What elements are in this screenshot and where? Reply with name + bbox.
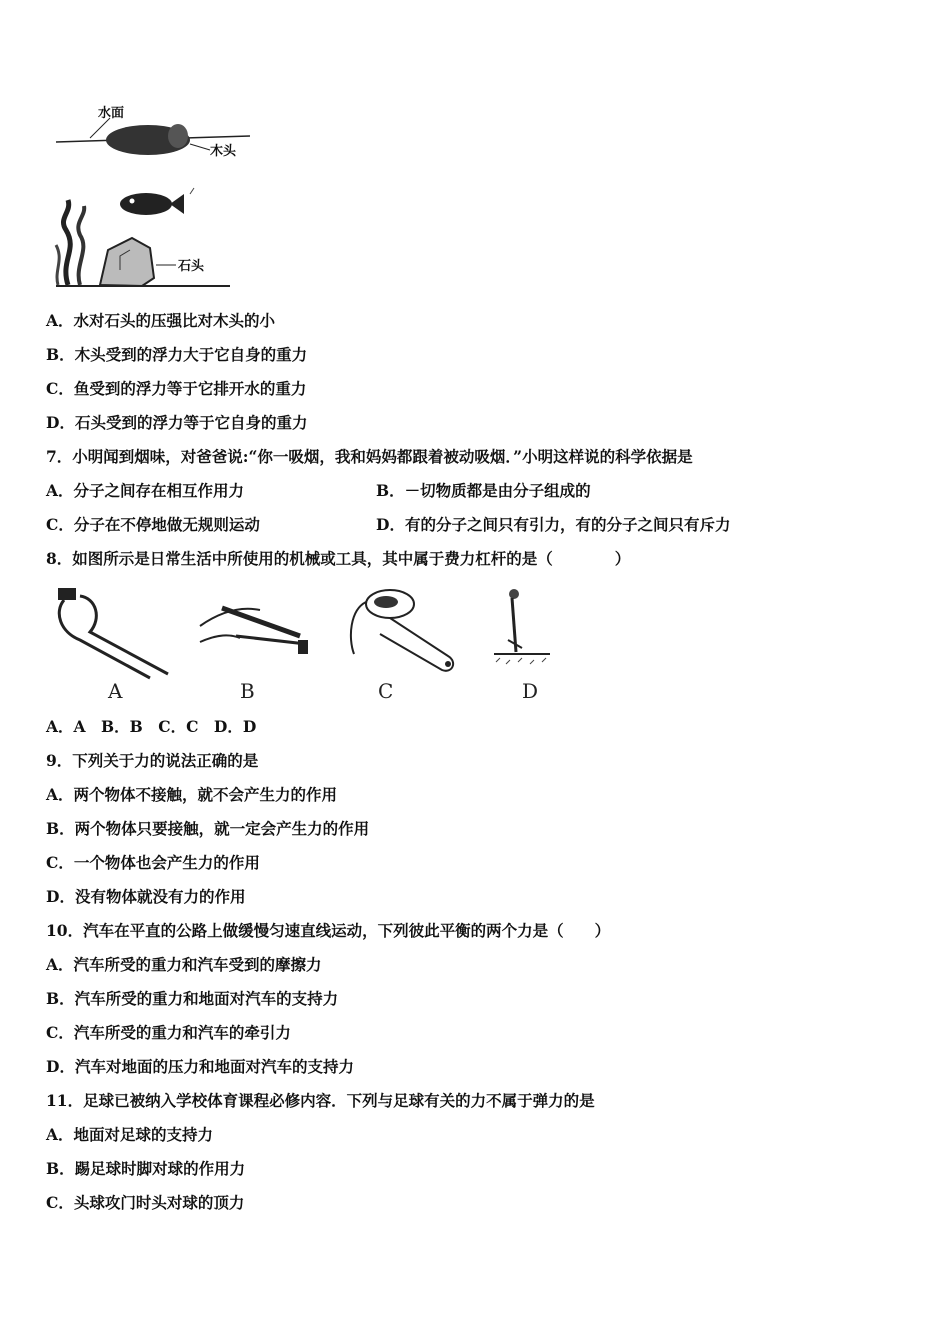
stone-label: 石头	[178, 259, 205, 274]
tool-d-label: D	[522, 679, 539, 703]
q7-option-a: A．分子之间存在相互作用力	[46, 481, 245, 500]
q6-option-b: B．木头受到的浮力大于它自身的重力	[46, 345, 308, 364]
tool-c-bottle-opener	[351, 590, 453, 703]
stone	[100, 238, 154, 286]
tool-b-label: B	[240, 679, 255, 703]
q10-option-a: A．汽车所受的重力和汽车受到的摩擦力	[46, 955, 322, 974]
water-surface-label: 水面	[98, 106, 125, 121]
lever-tools-figure	[50, 582, 570, 710]
q11-option-a: A．地面对足球的支持力	[46, 1125, 214, 1144]
q8-options: A．A B．B C．C D．D	[46, 717, 257, 736]
q10-option-b: B．汽车所受的重力和地面对汽车的支持力	[46, 989, 339, 1008]
q9-option-b: B．两个物体只要接触，就一定会产生力的作用	[46, 819, 370, 838]
tool-b-cutter	[200, 608, 308, 703]
q10-stem: 10．汽车在平直的公路上做缓慢匀速直线运动，下列彼此平衡的两个力是（ ）	[46, 921, 611, 940]
tool-c-label: C	[378, 679, 394, 703]
q7-stem: 7．小明闻到烟味，对爸爸说:“你一吸烟，我和妈妈都跟着被动吸烟．”小明这样说的科学依据是	[46, 447, 693, 466]
tool-a-label: A	[108, 679, 123, 703]
q9-option-a: A．两个物体不接触，就不会产生力的作用	[46, 785, 338, 804]
q6-option-c: C．鱼受到的浮力等于它排开水的重力	[46, 379, 307, 398]
q7-option-b: B．－切物质都是由分子组成的	[376, 481, 591, 500]
q9-option-c: C．一个物体也会产生力的作用	[46, 853, 260, 872]
tool-d-crowbar	[494, 589, 550, 703]
fish	[120, 193, 172, 215]
q6-option-d: D．石头受到的浮力等于它自身的重力	[46, 413, 308, 432]
q11-option-b: B．踢足球时脚对球的作用力	[46, 1159, 246, 1178]
q9-option-d: D．没有物体就没有力的作用	[46, 887, 246, 906]
tool-a-tongs	[58, 588, 168, 703]
q8-stem: 8．如图所示是日常生活中所使用的机械或工具，其中属于费力杠杆的是（ ）	[46, 549, 631, 568]
q7-option-c: C．分子在不停地做无规则运动	[46, 515, 260, 534]
q11-stem: 11．足球已被纳入学校体育课程必修内容．下列与足球有关的力不属于弹力的是	[46, 1091, 595, 1110]
q10-option-d: D．汽车对地面的压力和地面对汽车的支持力	[46, 1057, 354, 1076]
wood-label: 木头	[210, 144, 237, 159]
q9-stem: 9．下列关于力的说法正确的是	[46, 751, 259, 770]
q10-option-c: C．汽车所受的重力和汽车的牵引力	[46, 1023, 291, 1042]
q7-option-d: D．有的分子之间只有引力，有的分子之间只有斥力	[376, 515, 731, 534]
q11-option-c: C．头球攻门时头对球的顶力	[46, 1193, 245, 1212]
buoyancy-figure	[50, 100, 260, 290]
q6-option-a: A．水对石头的压强比对木头的小	[46, 311, 276, 330]
